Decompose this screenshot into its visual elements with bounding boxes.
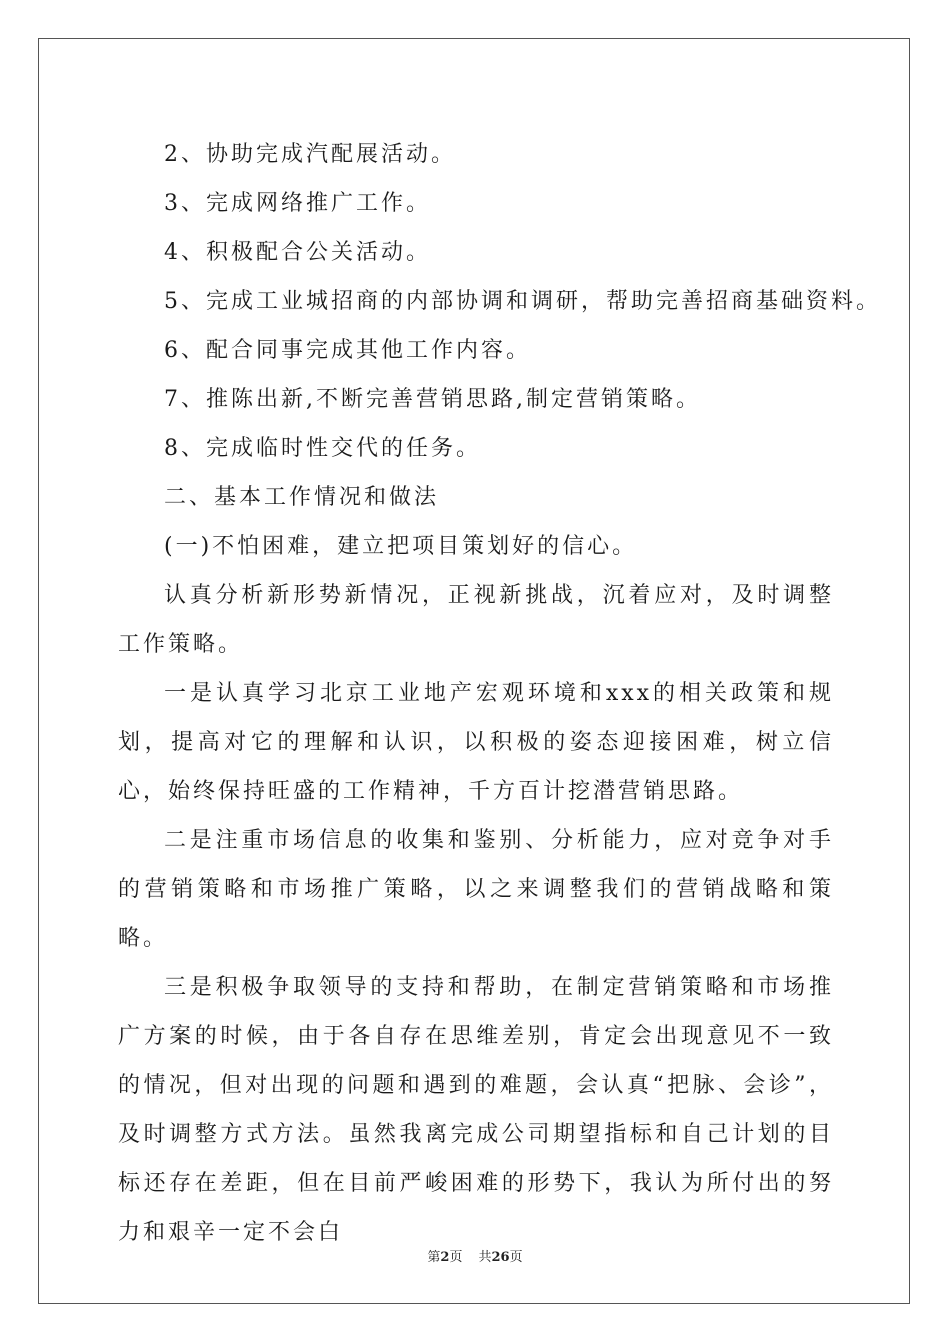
page-prefix: 第 xyxy=(427,1250,441,1265)
subsection-heading: (一)不怕困难，建立把项目策划好的信心。 xyxy=(164,534,638,559)
paragraph: 一是认真学习北京工业地产宏观环境和xxx的相关政策和规划，提高对它的理解和认识，以积极的姿态迎接困难，树立信心，始终保持旺盛的工作精神，千方百计挖潜营销思路。 xyxy=(118,681,834,804)
total-prefix: 共 xyxy=(478,1250,492,1265)
document-body xyxy=(118,130,881,1257)
list-item: 8、完成临时性交代的任务。 xyxy=(164,436,481,461)
total-suffix: 页 xyxy=(509,1250,523,1265)
paragraph: 二是注重市场信息的收集和鉴别、分析能力，应对竞争对手的营销策略和市场推广策略，以之来调整我们的营销战略和策略。 xyxy=(118,828,834,951)
paragraph: 三是积极争取领导的支持和帮助，在制定营销策略和市场推广方案的时候，由于各自存在思维差别，肯定会出现意见不一致的情况，但对出现的问题和遇到的难题，会认真“把脉、会诊”，及时调整方式方法。虽然我离完成公司期望指标和自己计划的目标还存在差距，但在目前严峻困难的形势下，我认为所付出的努力和艰辛一定不会白 xyxy=(118,975,834,1245)
section-heading: 二、基本工作情况和做法 xyxy=(164,485,440,510)
list-item: 2、协助完成汽配展活动。 xyxy=(164,142,456,167)
total-pages: 26 xyxy=(491,1250,510,1265)
page-number: 2 xyxy=(440,1250,450,1265)
list-item: 6、配合同事完成其他工作内容。 xyxy=(164,338,531,363)
page-suffix: 页 xyxy=(449,1250,463,1265)
list-item: 5、完成工业城招商的内部协调和调研，帮助完善招商基础资料。 xyxy=(164,289,881,314)
page-footer xyxy=(0,1246,950,1265)
list-item: 3、完成网络推广工作。 xyxy=(164,191,431,216)
list-item: 4、积极配合公关活动。 xyxy=(164,240,431,265)
list-item: 7、推陈出新,不断完善营销思路,制定营销策略。 xyxy=(164,387,701,412)
paragraph: 认真分析新形势新情况，正视新挑战，沉着应对，及时调整工作策略。 xyxy=(118,583,834,657)
